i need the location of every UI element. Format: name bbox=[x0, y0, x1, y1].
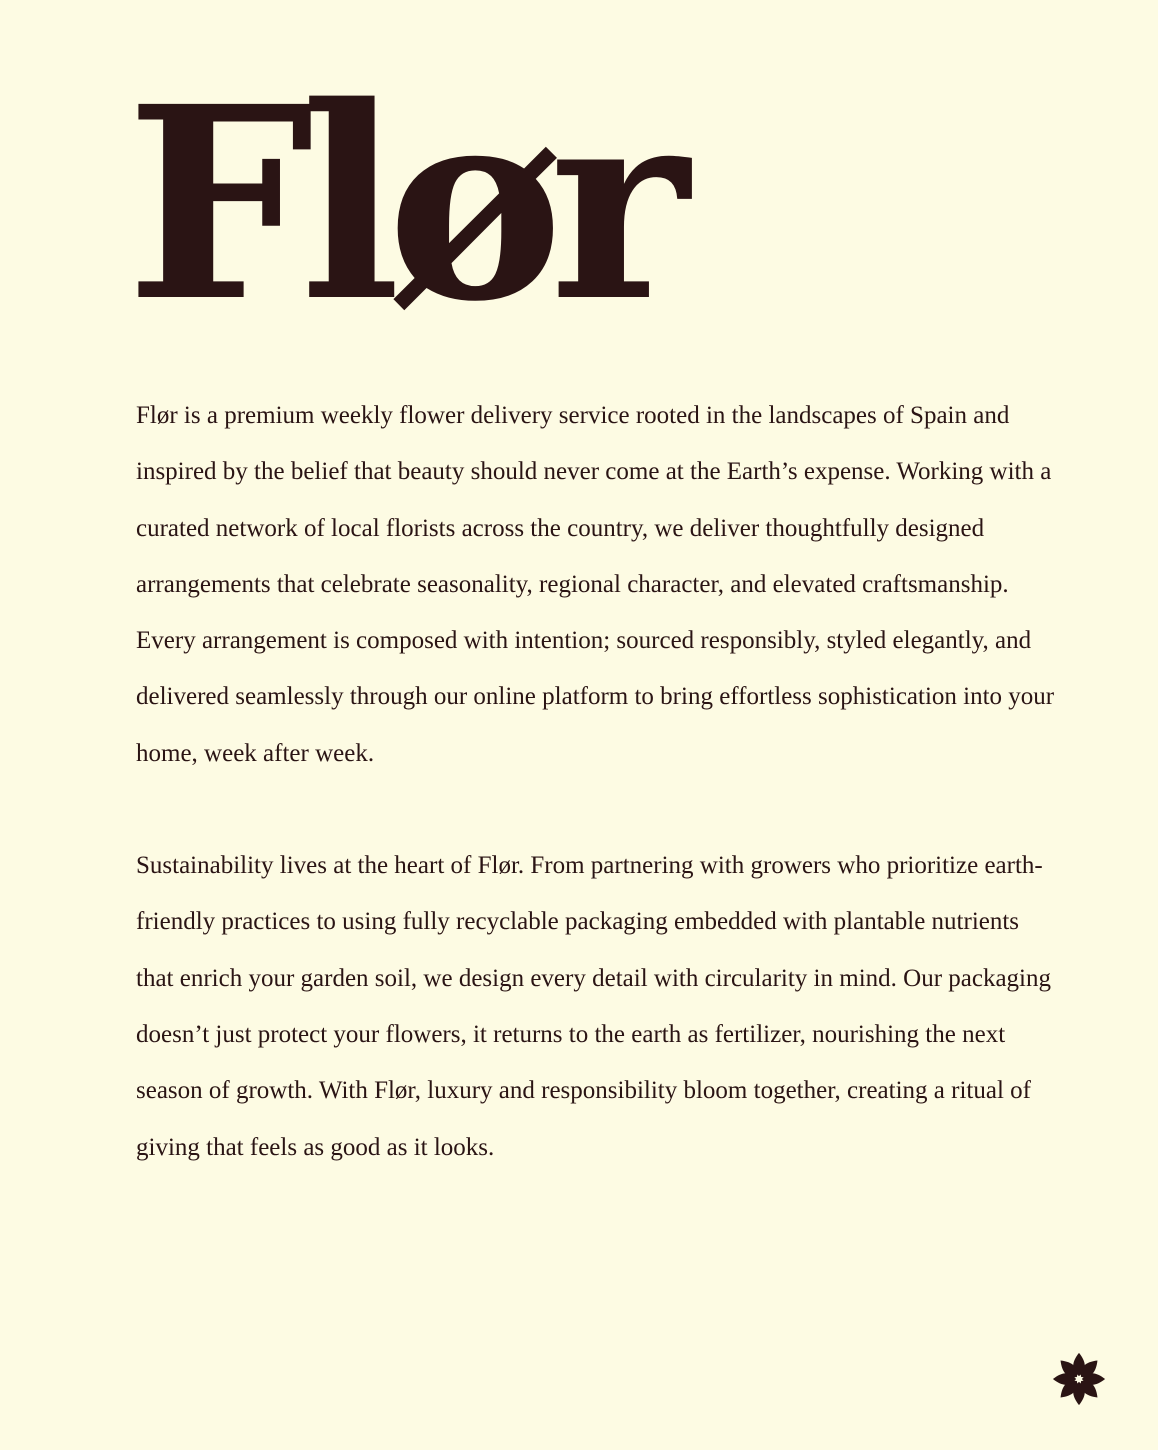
flower-icon bbox=[1050, 1350, 1108, 1408]
intro-paragraph: Flør is a premium weekly flower delivery service rooted in the landscapes of Spain and inspired by the belief that beauty should never come at the Earth’s expense. Working with a curated network of local florists across the country, we deliver thoughtfully designed arrangements that celebrate seasonality, regional character, and elevated craftsmanship. Every arrangement is composed with intention; sourced responsibly, styled elegantly, and delivered seamlessly through our online platform to bring effortless sophistication into your home, week after week. bbox=[136, 402, 1055, 767]
brand-wordmark: Flør bbox=[126, 49, 676, 360]
sustainability-paragraph: Sustainability lives at the heart of Flør. From partnering with growers who prioritize earth-friendly practices to using fully recyclable packaging embedded with plantable nutrients that enrich your garden soil, we design every detail with circularity in mind. Our packaging doesn’t just protect your flowers, it returns to the earth as fertilizer, nourishing the next season of growth. With Flør, luxury and responsibility bloom together, creating a ritual of giving that feels as good as it looks. bbox=[136, 852, 1052, 1161]
about-section bbox=[136, 388, 1056, 1176]
